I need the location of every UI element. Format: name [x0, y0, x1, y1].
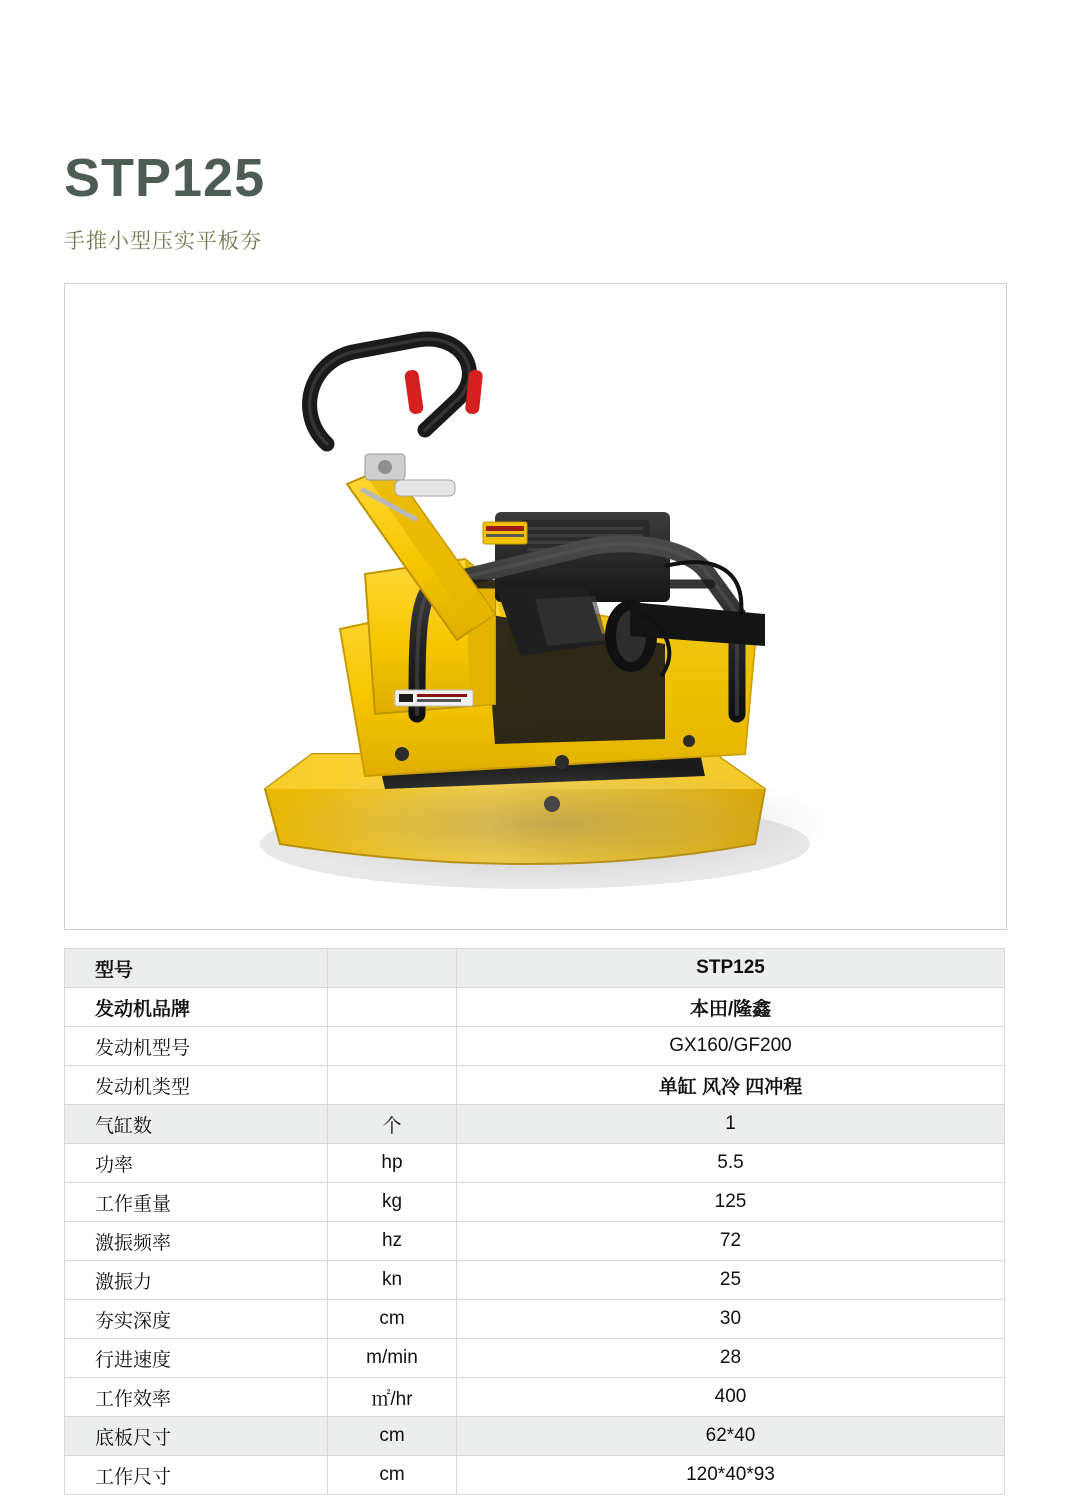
- spec-value: 25: [457, 1261, 1005, 1300]
- spec-unit: hz: [328, 1222, 457, 1261]
- bolt: [683, 735, 695, 747]
- spec-value: 28: [457, 1339, 1005, 1378]
- spec-value: 单缸 风冷 四冲程: [457, 1066, 1005, 1105]
- spec-unit: kg: [328, 1183, 457, 1222]
- spec-name: 发动机型号: [65, 1027, 328, 1066]
- spec-name: 工作效率: [65, 1378, 328, 1417]
- spec-unit: cm: [328, 1456, 457, 1495]
- table-row: [65, 1144, 1005, 1183]
- spec-name: 工作重量: [65, 1183, 328, 1222]
- spec-value: 1: [457, 1105, 1005, 1144]
- spec-unit: hp: [328, 1144, 457, 1183]
- spec-name: 工作尺寸: [65, 1456, 328, 1495]
- push-handle: [310, 339, 470, 444]
- spec-name: 激振频率: [65, 1222, 328, 1261]
- spec-unit: 个: [328, 1105, 457, 1144]
- spec-unit: ㎡/hr: [328, 1378, 457, 1417]
- table-row: [65, 1027, 1005, 1066]
- spec-unit: cm: [328, 1417, 457, 1456]
- table-row: [65, 1456, 1005, 1495]
- spec-unit: [328, 1066, 457, 1105]
- table-row: [65, 1222, 1005, 1261]
- bolt: [395, 747, 409, 761]
- title-block: [64, 150, 964, 255]
- page-subtitle: 手推小型压实平板夯: [64, 229, 262, 253]
- spec-value: 120*40*93: [457, 1456, 1005, 1495]
- engine-warning-sticker: [483, 522, 527, 544]
- spec-value: 5.5: [457, 1144, 1005, 1183]
- spec-value: 125: [457, 1183, 1005, 1222]
- page-title: STP125: [64, 148, 266, 208]
- table-row: [65, 949, 1005, 988]
- spec-value: 400: [457, 1378, 1005, 1417]
- spec-unit: [328, 988, 457, 1027]
- spec-unit: [328, 949, 457, 988]
- spec-name: 功率: [65, 1144, 328, 1183]
- table-row: [65, 1261, 1005, 1300]
- spec-name: 型号: [65, 949, 328, 988]
- table-row: [65, 988, 1005, 1027]
- spec-value: STP125: [457, 949, 1005, 988]
- spec-value: 72: [457, 1222, 1005, 1261]
- spec-name: 激振力: [65, 1261, 328, 1300]
- spec-name: 行进速度: [65, 1339, 328, 1378]
- table-row: [65, 1183, 1005, 1222]
- spec-unit: m/min: [328, 1339, 457, 1378]
- spec-name: 发动机品牌: [65, 988, 328, 1027]
- specification-table: [64, 948, 1005, 1495]
- spec-name: 发动机类型: [65, 1066, 328, 1105]
- spec-name: 气缸数: [65, 1105, 328, 1144]
- table-row: [65, 1339, 1005, 1378]
- spec-value: 30: [457, 1300, 1005, 1339]
- drop-shadow: [265, 764, 825, 884]
- table-row: [65, 1378, 1005, 1417]
- table-row: [65, 1105, 1005, 1144]
- spec-unit: [328, 1027, 457, 1066]
- product-illustration: [65, 284, 1006, 929]
- spec-unit: kn: [328, 1261, 457, 1300]
- table-row: [65, 1066, 1005, 1105]
- spec-value: 本田/隆鑫: [457, 988, 1005, 1027]
- spec-table-body: [65, 949, 1005, 1495]
- spec-value: 62*40: [457, 1417, 1005, 1456]
- spec-value: GX160/GF200: [457, 1027, 1005, 1066]
- product-image-panel: [64, 283, 1007, 930]
- spec-name: 底板尺寸: [65, 1417, 328, 1456]
- throttle-lever-left: [404, 369, 424, 415]
- spec-name: 夯实深度: [65, 1300, 328, 1339]
- table-row: [65, 1300, 1005, 1339]
- spec-unit: cm: [328, 1300, 457, 1339]
- table-row: [65, 1417, 1005, 1456]
